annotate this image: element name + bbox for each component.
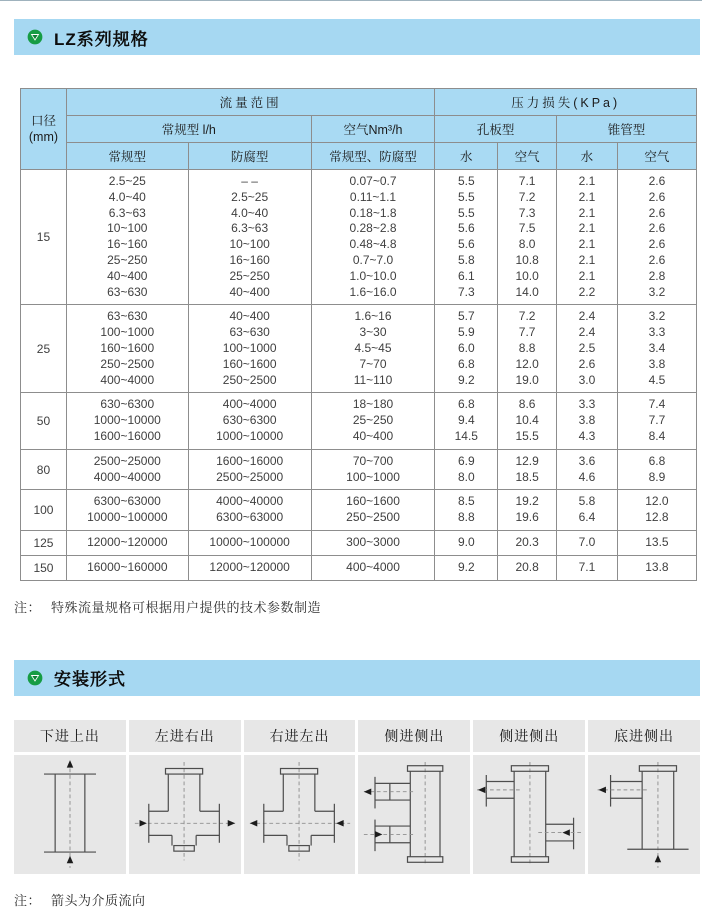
install-section-header [14,660,700,696]
spec-value-cell: 8.6 10.4 15.5 [498,393,557,449]
spec-value-cell: 400~4000 [311,555,435,580]
diameter-cell: 100 [21,490,67,531]
spec-value-cell: 6.9 8.0 [435,449,498,490]
panel-side-in-side-out-left [358,755,470,874]
spec-value-cell: 12.0 12.8 [617,490,696,531]
panel-label-side-in-side-out-diagonal: 侧进侧出 [473,720,585,752]
spec-value-cell: 13.5 [617,530,696,555]
spec-value-cell: 20.8 [498,555,557,580]
spec-value-cell: 8.5 8.8 [435,490,498,531]
panel-side-in-side-out-diagonal [473,755,585,874]
diameter-cell: 125 [21,530,67,555]
panel-left-in-right-out [129,755,241,874]
spec-table-body [21,170,697,581]
spec-value-cell: 9.2 [435,555,498,580]
spec-section-title: LZ系列规格 [54,29,149,49]
green-drop-icon [27,670,43,686]
col-header-air-cone: 空气 [617,143,696,170]
spec-value-cell: 5.7 5.9 6.0 6.8 9.2 [435,305,498,393]
spec-value-cell: 300~3000 [311,530,435,555]
spec-table-section-row [21,555,697,580]
col-header-pressure-loss: 压力损失(KPa) [435,89,697,116]
diameter-cell: 150 [21,555,67,580]
install-panel-labels [14,720,700,752]
spec-table-section-row [21,170,697,305]
col-header-regular-lh: 常规型 l/h [66,116,311,143]
spec-note-text: 特殊流量规格可根据用户提供的技术参数制造 [51,599,322,615]
spec-value-cell: 3.2 3.3 3.4 3.8 4.5 [617,305,696,393]
spec-value-cell: 5.5 5.5 5.5 5.6 5.6 5.8 6.1 7.3 [435,170,498,305]
spec-table [20,88,697,581]
panel-label-side-in-side-out-left: 侧进侧出 [358,720,470,752]
spec-value-cell: 2.1 2.1 2.1 2.1 2.1 2.1 2.1 2.2 [557,170,618,305]
diameter-cell: 50 [21,393,67,449]
diameter-cell: 15 [21,170,67,305]
spec-table-head [21,89,697,170]
spec-value-cell: 6.8 8.9 [617,449,696,490]
spec-value-cell: 2500~25000 4000~40000 [66,449,188,490]
diameter-label-line1: 口径 [30,114,56,128]
spec-value-cell: 7.0 [557,530,618,555]
spec-value-cell: 9.0 [435,530,498,555]
green-drop-icon [27,29,43,45]
spec-value-cell: 18~180 25~250 40~400 [311,393,435,449]
spec-value-cell: 20.3 [498,530,557,555]
spec-value-cell: 3.3 3.8 4.3 [557,393,618,449]
spec-value-cell: 7.4 7.7 8.4 [617,393,696,449]
spec-value-cell: 160~1600 250~2500 [311,490,435,531]
spec-value-cell: 630~6300 1000~10000 1600~16000 [66,393,188,449]
diameter-cell: 25 [21,305,67,393]
spec-value-cell: 7.1 7.2 7.3 7.5 8.0 10.8 10.0 14.0 [498,170,557,305]
col-header-diameter [21,89,67,170]
spec-value-cell: 2.4 2.4 2.5 2.6 3.0 [557,305,618,393]
spec-value-cell: 70~700 100~1000 [311,449,435,490]
panel-bottom-in-side-out [588,755,700,874]
spec-value-cell: 63~630 100~1000 160~1600 250~2500 400~4000 [66,305,188,393]
spec-note [14,597,702,616]
spec-value-cell: 4000~40000 6300~63000 [188,490,311,531]
spec-value-cell: 3.6 4.6 [557,449,618,490]
spec-table-section-row [21,305,697,393]
side-in-side-out-left-diagram [362,758,466,870]
spec-value-cell: 6300~63000 10000~100000 [66,490,188,531]
bottom-in-side-out-diagram [592,758,696,870]
spec-value-cell: – – 2.5~25 4.0~40 6.3~63 10~100 16~160 25~250 40~400 [188,170,311,305]
spec-value-cell: 16000~160000 [66,555,188,580]
col-header-air-unit: 空气Nm³/h [311,116,435,143]
spec-value-cell: 19.2 19.6 [498,490,557,531]
panel-label-left-in-right-out: 左进右出 [129,720,241,752]
spec-table-section-row [21,530,697,555]
spec-value-cell: 40~400 63~630 100~1000 160~1600 250~2500 [188,305,311,393]
bottom-in-top-out-diagram [18,758,122,870]
side-in-side-out-diagonal-diagram [477,758,581,870]
install-panels [14,755,700,874]
col-header-regular-anti: 常规型、防腐型 [311,143,435,170]
note-prefix: 注： [14,892,42,908]
page-top-rule [0,0,702,1]
spec-table-section-row [21,393,697,449]
panel-label-right-in-left-out: 右进左出 [244,720,356,752]
col-header-cone-type: 锥管型 [557,116,697,143]
spec-value-cell: 12.9 18.5 [498,449,557,490]
spec-value-cell: 400~4000 630~6300 1000~10000 [188,393,311,449]
diameter-cell: 80 [21,449,67,490]
spec-value-cell: 13.8 [617,555,696,580]
right-in-left-out-diagram [248,758,352,870]
col-header-water-orifice: 水 [435,143,498,170]
col-header-water-cone: 水 [557,143,618,170]
install-note-text: 箭头为介质流向 [51,892,146,908]
spec-value-cell: 10000~100000 [188,530,311,555]
install-note [14,890,702,909]
col-header-air-orifice: 空气 [498,143,557,170]
panel-bottom-in-top-out [14,755,126,874]
note-prefix: 注： [14,599,42,615]
col-header-anti-corrosion: 防腐型 [188,143,311,170]
spec-value-cell: 6.8 9.4 14.5 [435,393,498,449]
col-header-regular: 常规型 [66,143,188,170]
col-header-flow-range: 流量范围 [66,89,434,116]
spec-value-cell: 1600~16000 2500~25000 [188,449,311,490]
spec-table-section-row [21,449,697,490]
panel-right-in-left-out [244,755,356,874]
col-header-orifice-type: 孔板型 [435,116,557,143]
spec-value-cell: 2.6 2.6 2.6 2.6 2.6 2.6 2.8 3.2 [617,170,696,305]
spec-value-cell: 0.07~0.7 0.11~1.1 0.18~1.8 0.28~2.8 0.48~4.8 0.7~7.0 1.0~10.0 1.6~16.0 [311,170,435,305]
spec-value-cell: 2.5~25 4.0~40 6.3~63 10~100 16~160 25~250 40~400 63~630 [66,170,188,305]
panel-label-bottom-in-top-out: 下进上出 [14,720,126,752]
left-in-right-out-diagram [133,758,237,870]
diameter-label-line2: (mm) [28,130,59,144]
spec-value-cell: 1.6~16 3~30 4.5~45 7~70 11~110 [311,305,435,393]
spec-value-cell: 12000~120000 [188,555,311,580]
spec-value-cell: 12000~120000 [66,530,188,555]
spec-table-section-row [21,490,697,531]
spec-value-cell: 7.1 [557,555,618,580]
spec-value-cell: 7.2 7.7 8.8 12.0 19.0 [498,305,557,393]
spec-section-header [14,19,700,55]
spec-value-cell: 5.8 6.4 [557,490,618,531]
panel-label-bottom-in-side-out: 底进侧出 [588,720,700,752]
install-section-title: 安装形式 [54,670,126,690]
